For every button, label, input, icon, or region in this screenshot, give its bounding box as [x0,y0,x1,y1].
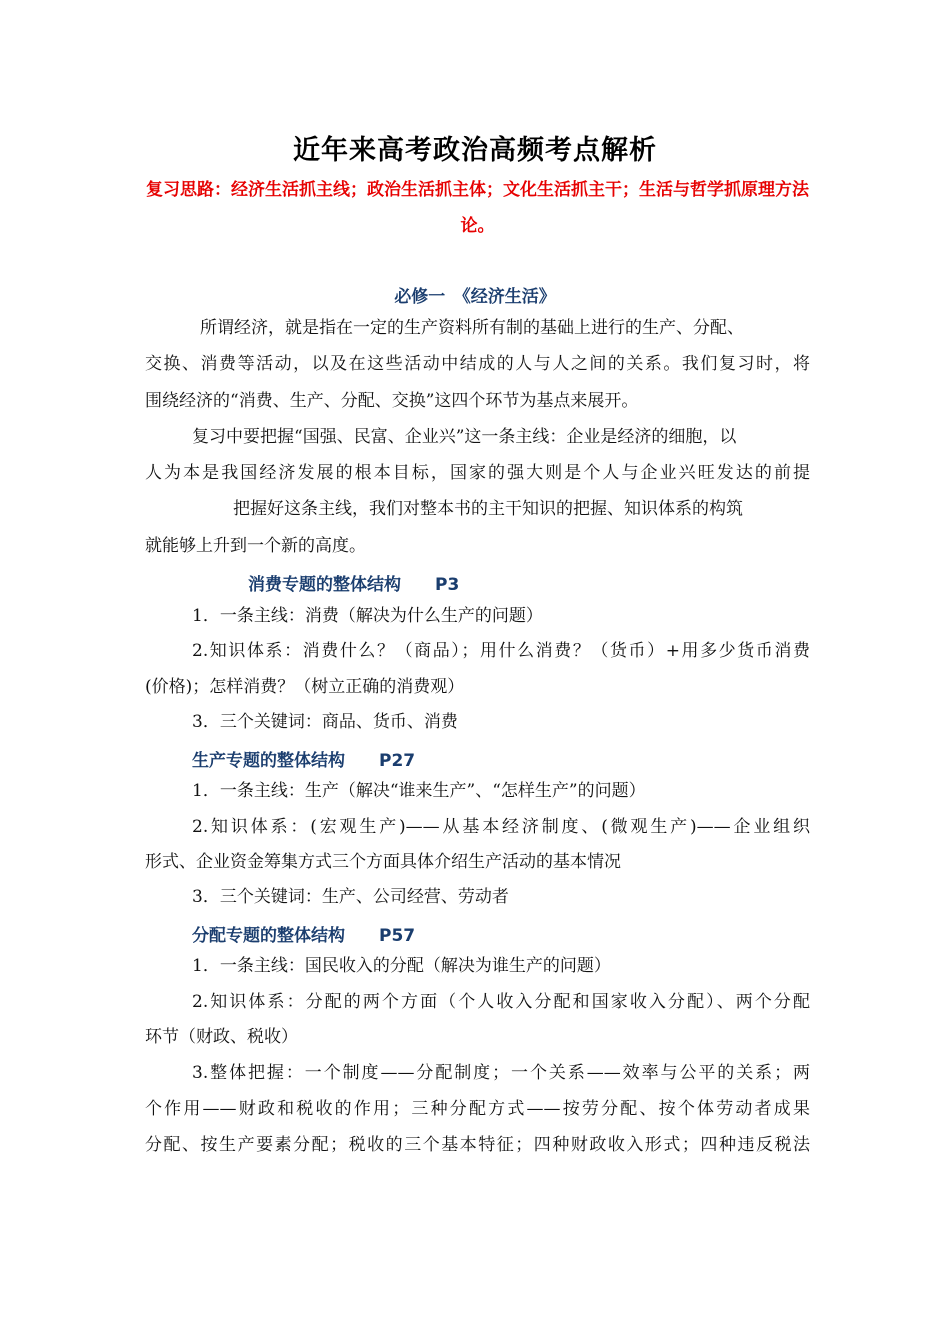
list-item: 2.知识体系：(宏观生产)——从基本经济制度、(微观生产)——企业组织 [192,817,810,837]
paragraph-line: 复习中要把握“国强、民富、企业兴”这一条主线：企业是经济的细胞，以 [192,427,737,447]
consumption-heading: 消费专题的整体结构 P3 [248,575,460,595]
list-item: 3.整体把握：一个制度——分配制度；一个关系——效率与公平的关系；两 [192,1063,810,1083]
paragraph-line: 交换、消费等活动，以及在这些活动中结成的人与人之间的关系。我们复习时，将 [145,354,810,374]
paragraph-line: 所谓经济，就是指在一定的生产资料所有制的基础上进行的生产、分配、 [200,318,744,338]
list-item-continued: (价格)；怎样消费？（树立正确的消费观） [145,677,465,697]
list-item-continued: 形式、企业资金筹集方式三个方面具体介绍生产活动的基本情况 [145,852,621,872]
list-item-continued: 个作用——财政和税收的作用；三种分配方式——按劳分配、按个体劳动者成果 [145,1099,810,1119]
list-item: 1．一条主线：消费（解决为什么生产的问题） [192,606,543,626]
production-heading: 生产专题的整体结构 P27 [192,751,416,771]
paragraph-line: 围绕经济的“消费、生产、分配、交换”这四个环节为基点来展开。 [145,391,639,411]
list-item: 1．一条主线：生产（解决“谁来生产”、“怎样生产”的问题） [192,781,646,801]
distribution-heading: 分配专题的整体结构 P57 [192,926,416,946]
list-item: 1．一条主线：国民收入的分配（解决为谁生产的问题） [192,956,611,976]
list-item: 3．三个关键词：生产、公司经营、劳动者 [192,887,509,907]
review-approach-subtitle: 复习思路：经济生活抓主线；政治生活抓主体；文化生活抓主干；生活与哲学抓原理方法论。 [146,180,809,236]
section-heading: 必修一 《经济生活》 [394,287,556,307]
paragraph-line: 把握好这条主线，我们对整本书的主干知识的把握、知识体系的构筑 [233,499,743,519]
paragraph-line: 就能够上升到一个新的高度。 [145,536,366,556]
list-item-continued: 环节（财政、税收） [145,1027,298,1047]
paragraph-line: 人为本是我国经济发展的根本目标，国家的强大则是个人与企业兴旺发达的前提 [145,463,810,483]
list-item: 3．三个关键词：商品、货币、消费 [192,712,458,732]
document-title: 近年来高考政治高频考点解析 [293,135,657,166]
list-item-continued: 分配、按生产要素分配；税收的三个基本特征；四种财政收入形式；四种违反税法 [145,1135,810,1155]
list-item: 2.知识体系：分配的两个方面（个人收入分配和国家收入分配）、两个分配 [192,992,810,1012]
list-item: 2.知识体系：消费什么？（商品）；用什么消费？（货币）+用多少货币消费 [192,641,810,661]
